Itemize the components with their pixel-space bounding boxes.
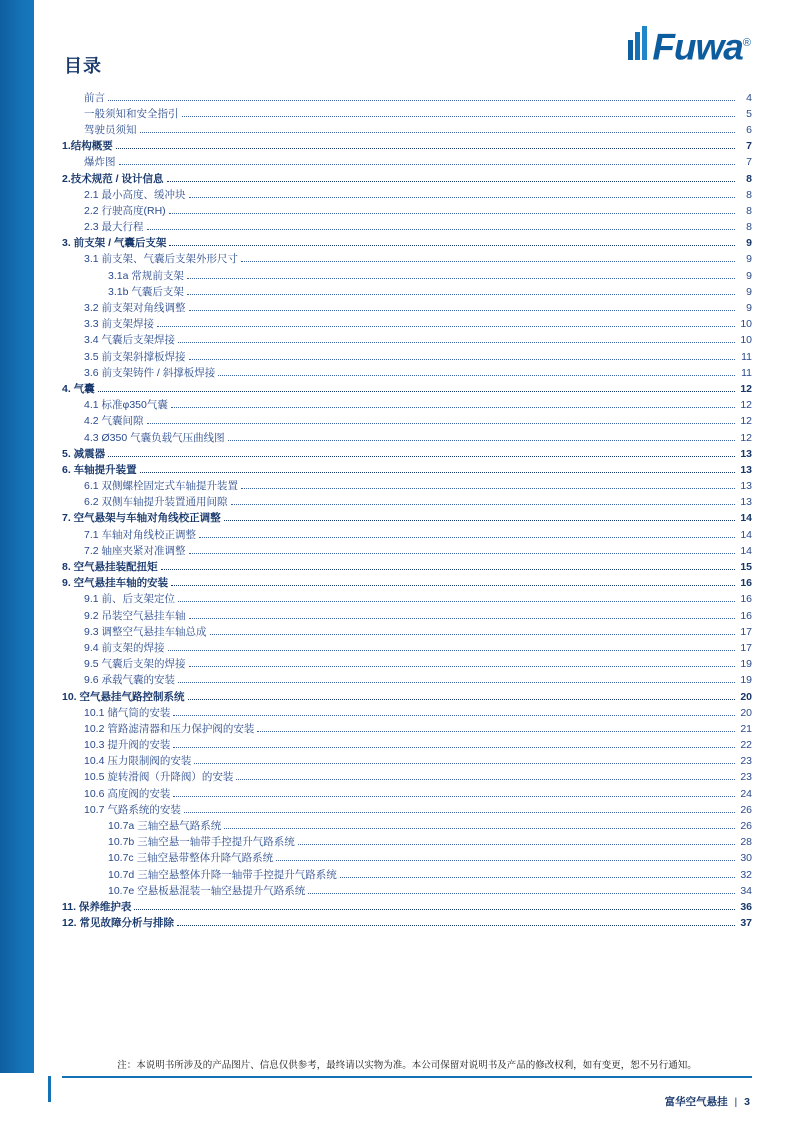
toc-entry-page-number: 8	[746, 172, 752, 185]
toc-entry-page-number: 9	[746, 285, 752, 298]
toc-entry-label: 3.1a 常规前支架	[108, 269, 184, 282]
toc-leader-dots	[169, 239, 735, 246]
disclaimer-note: 注：本说明书所涉及的产品图片、信息仅供参考，最终请以实物为准。本公司保留对说明书及产品的修改权利，如有变更，恕不另行通知。	[117, 1060, 697, 1071]
toc-leader-dots	[189, 191, 735, 198]
toc-entry-page-number: 26	[740, 820, 752, 833]
toc-entry[interactable]	[62, 883, 752, 899]
toc-entry-label: 10.6 高度阀的安装	[84, 787, 171, 800]
toc-leader-dots	[189, 547, 735, 554]
toc-entry-page-number: 12	[740, 399, 752, 412]
toc-entry[interactable]	[62, 300, 752, 316]
toc-entry[interactable]	[62, 333, 752, 349]
toc-entry[interactable]	[62, 738, 752, 754]
toc-leader-dots	[178, 595, 735, 602]
toc-entry[interactable]	[62, 673, 752, 689]
toc-leader-dots	[147, 417, 735, 424]
toc-leader-dots	[224, 514, 735, 521]
toc-entry-page-number: 10	[740, 334, 752, 347]
toc-entry-page-number: 22	[740, 739, 752, 752]
toc-entry[interactable]	[62, 171, 752, 187]
toc-leader-dots	[241, 482, 735, 489]
toc-entry-page-number: 10	[740, 318, 752, 331]
toc-entry-label: 10.5 旋转滑阀（升降阀）的安装	[84, 771, 234, 784]
toc-entry[interactable]	[62, 495, 752, 511]
toc-entry[interactable]	[62, 802, 752, 818]
toc-leader-dots	[173, 790, 735, 797]
toc-entry-page-number: 5	[746, 107, 752, 120]
toc-entry-label: 9.6 承载气囊的安装	[84, 674, 176, 687]
toc-entry-page-number: 9	[746, 253, 752, 266]
toc-leader-dots	[134, 903, 735, 910]
toc-entry-label: 4. 气囊	[62, 382, 95, 395]
toc-entry[interactable]	[62, 90, 752, 106]
toc-entry[interactable]	[62, 835, 752, 851]
toc-entry-page-number: 12	[740, 382, 752, 395]
toc-entry[interactable]	[62, 592, 752, 608]
toc-entry[interactable]	[62, 284, 752, 300]
toc-leader-dots	[173, 741, 735, 748]
toc-leader-dots	[340, 871, 735, 878]
toc-entry-page-number: 7	[746, 140, 752, 153]
toc-leader-dots	[178, 336, 735, 343]
toc-leader-dots	[147, 223, 735, 230]
toc-entry[interactable]	[62, 608, 752, 624]
toc-leader-dots	[116, 142, 735, 149]
toc-leader-dots	[187, 272, 735, 279]
toc-entry[interactable]	[62, 381, 752, 397]
toc-entry-label: 10.7c 三轴空悬带整体升降气路系统	[108, 852, 274, 865]
toc-entry-label: 前言	[84, 91, 105, 104]
toc-leader-dots	[189, 612, 735, 619]
toc-entry[interactable]	[62, 559, 752, 575]
toc-leader-dots	[189, 353, 735, 360]
toc-entry-label: 10.1 储气筒的安装	[84, 706, 171, 719]
toc-leader-dots	[199, 531, 735, 538]
toc-entry-label: 7.2 轴座夹紧对准调整	[84, 544, 186, 557]
toc-entry-label: 3.4 气囊后支架焊接	[84, 334, 176, 347]
toc-entry-label: 2.技术规范 / 设计信息	[62, 172, 164, 185]
toc-entry-label: 4.3 Ø350 气囊负载气压曲线图	[84, 431, 225, 444]
toc-entry-label: 2.3 最大行程	[84, 221, 144, 234]
toc-entry[interactable]	[62, 203, 752, 219]
toc-entry-page-number: 9	[746, 269, 752, 282]
toc-entry-label: 一般须知和安全指引	[84, 107, 179, 120]
toc-entry-page-number: 23	[740, 755, 752, 768]
toc-entry-page-number: 13	[740, 447, 752, 460]
toc-entry[interactable]	[62, 851, 752, 867]
toc-leader-dots	[171, 401, 735, 408]
table-of-contents	[62, 90, 752, 932]
toc-entry-label: 2.1 最小高度、缓冲块	[84, 188, 186, 201]
toc-leader-dots	[187, 288, 735, 295]
toc-entry-label: 9.3 调整空气悬挂车轴总成	[84, 625, 207, 638]
page-title: 目录	[64, 56, 102, 76]
toc-entry-page-number: 9	[746, 302, 752, 315]
toc-entry-label: 3. 前支架 / 气囊后支架	[62, 237, 167, 250]
toc-leader-dots	[169, 207, 735, 214]
toc-entry[interactable]	[62, 527, 752, 543]
toc-leader-dots	[182, 110, 736, 117]
toc-entry-label: 3.3 前支架焊接	[84, 318, 155, 331]
toc-entry-label: 12. 常见故障分析与排除	[62, 917, 175, 930]
toc-leader-dots	[108, 94, 735, 101]
logo-bars-icon	[628, 26, 649, 60]
toc-entry-label: 11. 保养维护表	[62, 900, 132, 913]
toc-entry[interactable]	[62, 479, 752, 495]
toc-entry-label: 6.2 双侧车轴提升装置通用间隙	[84, 496, 228, 509]
toc-entry-page-number: 19	[740, 658, 752, 671]
toc-entry-page-number: 12	[740, 431, 752, 444]
toc-leader-dots	[157, 320, 735, 327]
left-accent-bar-gradient	[0, 0, 34, 1073]
toc-entry-page-number: 8	[746, 188, 752, 201]
toc-entry-page-number: 13	[740, 496, 752, 509]
footer-divider-cap	[48, 1076, 51, 1102]
toc-entry-label: 10.2 管路滤清器和压力保护阀的安装	[84, 722, 255, 735]
toc-entry-page-number: 14	[740, 528, 752, 541]
toc-entry[interactable]	[62, 349, 752, 365]
toc-leader-dots	[98, 385, 735, 392]
toc-entry[interactable]	[62, 511, 752, 527]
toc-entry[interactable]	[62, 268, 752, 284]
toc-entry-page-number: 15	[740, 561, 752, 574]
toc-entry-page-number: 17	[740, 641, 752, 654]
left-accent-bar	[0, 0, 34, 1123]
footer-brand: 富华空气悬挂	[664, 1096, 728, 1108]
toc-entry-label: 3.5 前支架斜撑板焊接	[84, 350, 186, 363]
toc-entry-page-number: 11	[741, 350, 752, 363]
toc-entry-label: 6. 车轴提升装置	[62, 463, 137, 476]
toc-entry-label: 7.1 车轴对角线校正调整	[84, 528, 197, 541]
toc-leader-dots	[161, 563, 735, 570]
toc-entry-page-number: 20	[740, 690, 752, 703]
toc-leader-dots	[308, 887, 735, 894]
toc-entry-page-number: 37	[740, 917, 752, 930]
toc-leader-dots	[140, 466, 735, 473]
toc-leader-dots	[276, 854, 735, 861]
toc-entry-page-number: 14	[740, 512, 752, 525]
toc-entry-page-number: 7	[746, 156, 752, 169]
toc-entry-page-number: 12	[740, 415, 752, 428]
toc-entry[interactable]	[62, 414, 752, 430]
toc-entry[interactable]	[62, 899, 752, 915]
toc-entry-page-number: 4	[746, 91, 752, 104]
toc-leader-dots	[184, 806, 735, 813]
toc-entry-page-number: 8	[746, 221, 752, 234]
toc-leader-dots	[224, 822, 735, 829]
toc-entry-label: 9.4 前支架的焊接	[84, 641, 165, 654]
toc-entry-page-number: 36	[740, 900, 752, 913]
footer-divider	[62, 1076, 752, 1078]
toc-entry-label: 10.7e 空悬板悬混装一轴空悬提升气路系统	[108, 884, 306, 897]
toc-leader-dots	[189, 660, 735, 667]
toc-entry-page-number: 17	[740, 625, 752, 638]
toc-entry-label: 9. 空气悬挂车轴的安装	[62, 577, 169, 590]
left-accent-bar-bottom-space	[0, 1073, 34, 1123]
toc-entry-label: 4.2 气囊间隙	[84, 415, 144, 428]
toc-entry[interactable]	[62, 462, 752, 478]
toc-entry[interactable]	[62, 867, 752, 883]
toc-entry-page-number: 8	[746, 204, 752, 217]
toc-leader-dots	[241, 255, 735, 262]
toc-entry[interactable]	[62, 705, 752, 721]
toc-entry-page-number: 9	[746, 237, 752, 250]
toc-leader-dots	[210, 628, 735, 635]
toc-entry-page-number: 34	[740, 884, 752, 897]
toc-leader-dots	[171, 579, 735, 586]
toc-entry[interactable]	[62, 252, 752, 268]
toc-entry[interactable]	[62, 220, 752, 236]
toc-entry-label: 6.1 双侧螺栓固定式车轴提升装置	[84, 480, 239, 493]
toc-entry[interactable]	[62, 430, 752, 446]
toc-entry-label: 10.3 提升阀的安装	[84, 739, 171, 752]
toc-entry-label: 1.结构概要	[62, 140, 113, 153]
toc-entry-page-number: 21	[740, 722, 752, 735]
toc-entry[interactable]	[62, 106, 752, 122]
toc-entry-page-number: 23	[740, 771, 752, 784]
fuwa-logo	[628, 26, 750, 70]
toc-leader-dots	[173, 709, 735, 716]
toc-entry-label: 10.7 气路系统的安装	[84, 803, 181, 816]
toc-leader-dots	[298, 838, 735, 845]
toc-entry-page-number: 16	[740, 593, 752, 606]
toc-entry[interactable]	[62, 576, 752, 592]
toc-leader-dots	[188, 693, 735, 700]
logo-text	[652, 26, 750, 68]
toc-entry-label: 10.4 压力限制阀的安装	[84, 755, 192, 768]
toc-entry[interactable]	[62, 398, 752, 414]
toc-entry[interactable]	[62, 155, 752, 171]
toc-entry-label: 10.7a 三轴空悬气路系统	[108, 820, 222, 833]
toc-entry[interactable]	[62, 640, 752, 656]
toc-entry-label: 4.1 标准φ350气囊	[84, 399, 168, 412]
toc-entry-label: 10. 空气悬挂气路控制系统	[62, 690, 185, 703]
toc-entry[interactable]	[62, 122, 752, 138]
toc-entry-label: 2.2 行驶高度(RH)	[84, 204, 166, 217]
toc-entry[interactable]	[62, 786, 752, 802]
page-footer	[665, 1094, 750, 1109]
toc-entry-page-number: 6	[746, 123, 752, 136]
toc-leader-dots	[228, 434, 735, 441]
toc-leader-dots	[140, 126, 736, 133]
toc-entry[interactable]	[62, 916, 752, 932]
toc-entry-page-number: 28	[740, 836, 752, 849]
toc-entry-page-number: 20	[740, 706, 752, 719]
toc-entry-page-number: 30	[740, 852, 752, 865]
toc-entry[interactable]	[62, 754, 752, 770]
toc-entry-label: 驾驶员须知	[84, 123, 137, 136]
toc-entry[interactable]	[62, 624, 752, 640]
toc-entry[interactable]	[62, 657, 752, 673]
toc-entry[interactable]	[62, 187, 752, 203]
toc-entry-label: 10.7d 三轴空悬整体升降一轴带手控提升气路系统	[108, 868, 337, 881]
toc-entry[interactable]	[62, 818, 752, 834]
toc-leader-dots	[177, 919, 735, 926]
toc-entry[interactable]	[62, 317, 752, 333]
toc-entry[interactable]	[62, 770, 752, 786]
toc-entry-label: 9.5 气囊后支架的焊接	[84, 658, 186, 671]
toc-leader-dots	[189, 304, 735, 311]
toc-entry-page-number: 26	[740, 803, 752, 816]
toc-leader-dots	[167, 175, 735, 182]
logo-wordmark: Fuwa	[652, 26, 743, 68]
toc-leader-dots	[119, 158, 736, 165]
toc-leader-dots	[178, 676, 735, 683]
toc-entry-label: 爆炸图	[84, 156, 116, 169]
toc-leader-dots	[218, 369, 735, 376]
toc-entry[interactable]	[62, 236, 752, 252]
toc-entry[interactable]	[62, 721, 752, 737]
toc-leader-dots	[194, 757, 735, 764]
toc-leader-dots	[257, 725, 735, 732]
toc-leader-dots	[108, 450, 735, 457]
toc-entry-label: 3.6 前支架铸件 / 斜撑板焊接	[84, 366, 216, 379]
footer-separator: |	[734, 1096, 738, 1108]
toc-entry-page-number: 16	[740, 609, 752, 622]
toc-entry-page-number: 24	[740, 787, 752, 800]
toc-leader-dots	[231, 498, 735, 505]
toc-entry-label: 9.2 吊装空气悬挂车轴	[84, 609, 186, 622]
toc-entry-page-number: 13	[740, 463, 752, 476]
toc-entry-label: 3.2 前支架对角线调整	[84, 302, 186, 315]
footer-page-number: 3	[744, 1096, 750, 1108]
toc-entry-page-number: 19	[740, 674, 752, 687]
toc-entry-page-number: 13	[740, 480, 752, 493]
toc-entry-label: 8. 空气悬挂装配扭矩	[62, 561, 158, 574]
toc-entry-label: 3.1b 气囊后支架	[108, 285, 184, 298]
toc-entry[interactable]	[62, 139, 752, 155]
toc-leader-dots	[168, 644, 735, 651]
toc-entry-label: 9.1 前、后支架定位	[84, 593, 176, 606]
toc-entry-label: 3.1 前支架、气囊后支架外形尺寸	[84, 253, 239, 266]
toc-entry-page-number: 16	[740, 577, 752, 590]
toc-leader-dots	[236, 773, 735, 780]
toc-entry[interactable]	[62, 543, 752, 559]
registered-trademark-icon: ®	[742, 37, 750, 49]
toc-entry-page-number: 11	[741, 366, 752, 379]
toc-entry-page-number: 32	[740, 868, 752, 881]
toc-entry-label: 7. 空气悬架与车轴对角线校正调整	[62, 512, 221, 525]
toc-entry[interactable]	[62, 365, 752, 381]
toc-entry-page-number: 14	[740, 544, 752, 557]
toc-entry-label: 10.7b 三轴空悬一轴带手控提升气路系统	[108, 836, 295, 849]
toc-entry[interactable]	[62, 689, 752, 705]
toc-entry[interactable]	[62, 446, 752, 462]
toc-entry-label: 5. 减震器	[62, 447, 106, 460]
